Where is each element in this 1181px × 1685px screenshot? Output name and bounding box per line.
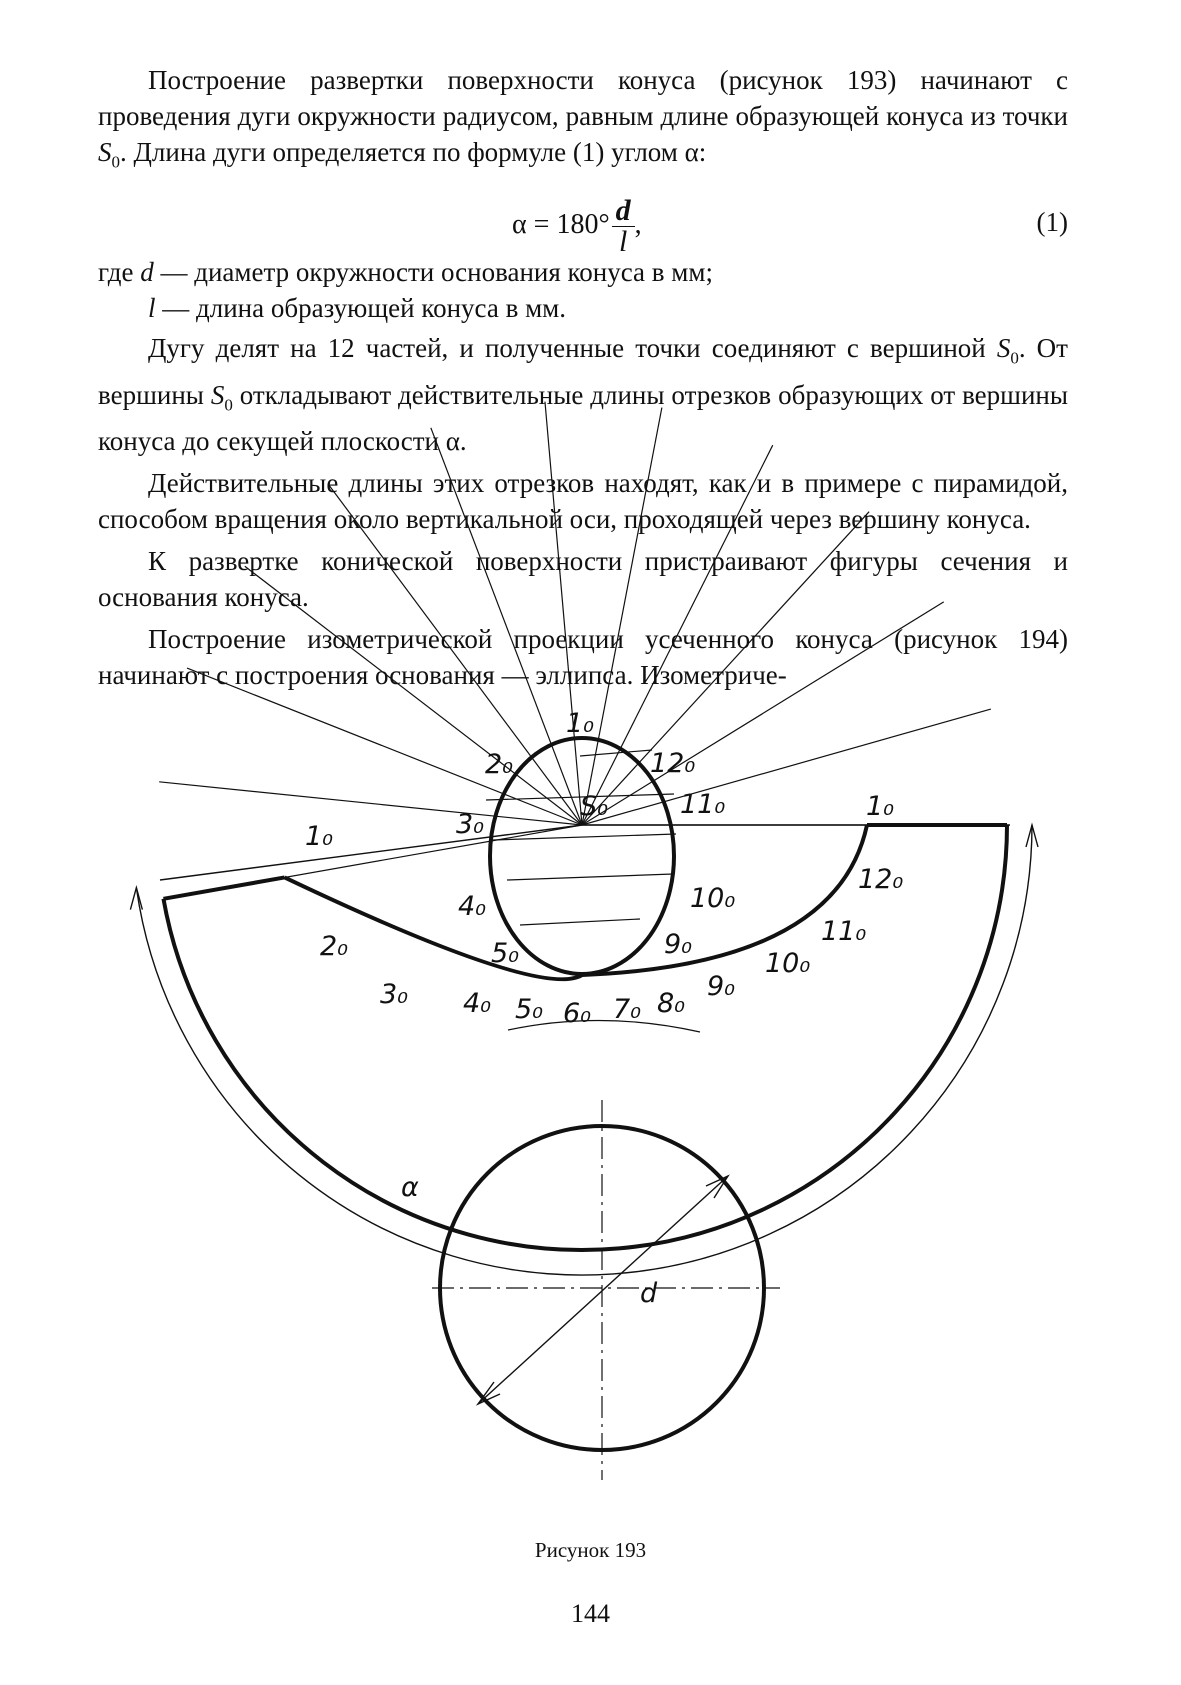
development-label: 8₀	[657, 988, 686, 1019]
paragraph-4: Дугу делят на 12 частей, и полученные точки соединяют с вершиной $S_0$. От вершины $S_0$ откладывают действительные длины отрезков образующих от вершины конуса до секущей плоскости α.	[98, 333, 1068, 457]
development-label: 1₀	[866, 791, 895, 822]
paragraph-1: Построение развертки поверхности конуса (рисунок 193) начинают с проведения дуги окружности радиусом, равным длине образующей конуса из точки $S_0$. Длина дуги определяется по формуле (1) углом α:	[98, 65, 1068, 172]
page-number: 144	[571, 1599, 610, 1628]
apex-left-line	[160, 825, 582, 880]
formula-number: (1)	[1036, 207, 1068, 238]
ellipse-label-11: 11₀	[680, 789, 726, 820]
ellipse-label-12: 12₀	[650, 748, 696, 779]
paragraph-3: l — длина образующей конуса в мм.	[148, 293, 566, 324]
formula-1: α = 180° $\frac{d}{l}$ , (1)	[512, 194, 1068, 259]
ellipse-chord	[580, 750, 652, 756]
ellipse-label-1: 1₀	[566, 708, 595, 739]
paragraph-7: Построение изометрической проекции усеченного конуса (рисунок 194) начинают с построения основания — эллипса. Изометриче-	[98, 624, 1068, 691]
development-label: 12₀	[858, 864, 904, 895]
development-label: 11₀	[821, 916, 867, 947]
development-label: 9₀	[707, 971, 736, 1002]
paragraph-2: где d — диаметр окружности основания конуса в мм;	[98, 257, 713, 288]
ellipse-label-9: 9₀	[664, 929, 693, 960]
development-label: 5₀	[515, 994, 544, 1025]
ellipse-label-4: 4₀	[458, 891, 487, 922]
ellipse-label-5: 5₀	[491, 938, 520, 969]
paragraph-6: К развертке конической поверхности пристраивают фигуры сечения и основания конуса.	[98, 546, 1068, 613]
ellipse-chord	[493, 834, 676, 840]
development-label: 10₀	[765, 948, 811, 979]
diameter-label: d	[640, 1278, 658, 1309]
development-label: 1₀	[305, 821, 334, 852]
ellipse-chord	[520, 919, 640, 925]
angle-label: α	[401, 1172, 419, 1203]
development-label: 6₀	[563, 998, 592, 1029]
generatrix-line	[187, 668, 582, 825]
ellipse-label-2: 2₀	[485, 749, 514, 780]
generatrix-line	[163, 825, 582, 899]
generatrix-line	[159, 782, 582, 825]
paragraph-5: Действительные длины этих отрезков находят, как и в примере с пирамидой, способом вращения около вертикальной оси, проходящей через вершину конуса.	[98, 468, 1068, 535]
figure-caption: Рисунок 193	[534, 1538, 647, 1562]
ellipse-chord	[507, 874, 673, 880]
generatrix-line	[245, 566, 582, 825]
development-label: 2₀	[320, 931, 349, 962]
development-label: 4₀	[463, 988, 492, 1019]
generatrix-line	[328, 484, 582, 825]
apex-label: S₀	[580, 791, 608, 822]
ellipse-label-3: 3₀	[456, 809, 485, 840]
diameter-line	[478, 1176, 728, 1404]
development-label: 7₀	[613, 994, 642, 1025]
generatrix-line	[582, 512, 869, 825]
generatrix-line	[545, 402, 582, 825]
ellipse-label-10: 10₀	[690, 883, 736, 914]
development-label: 3₀	[380, 979, 409, 1010]
